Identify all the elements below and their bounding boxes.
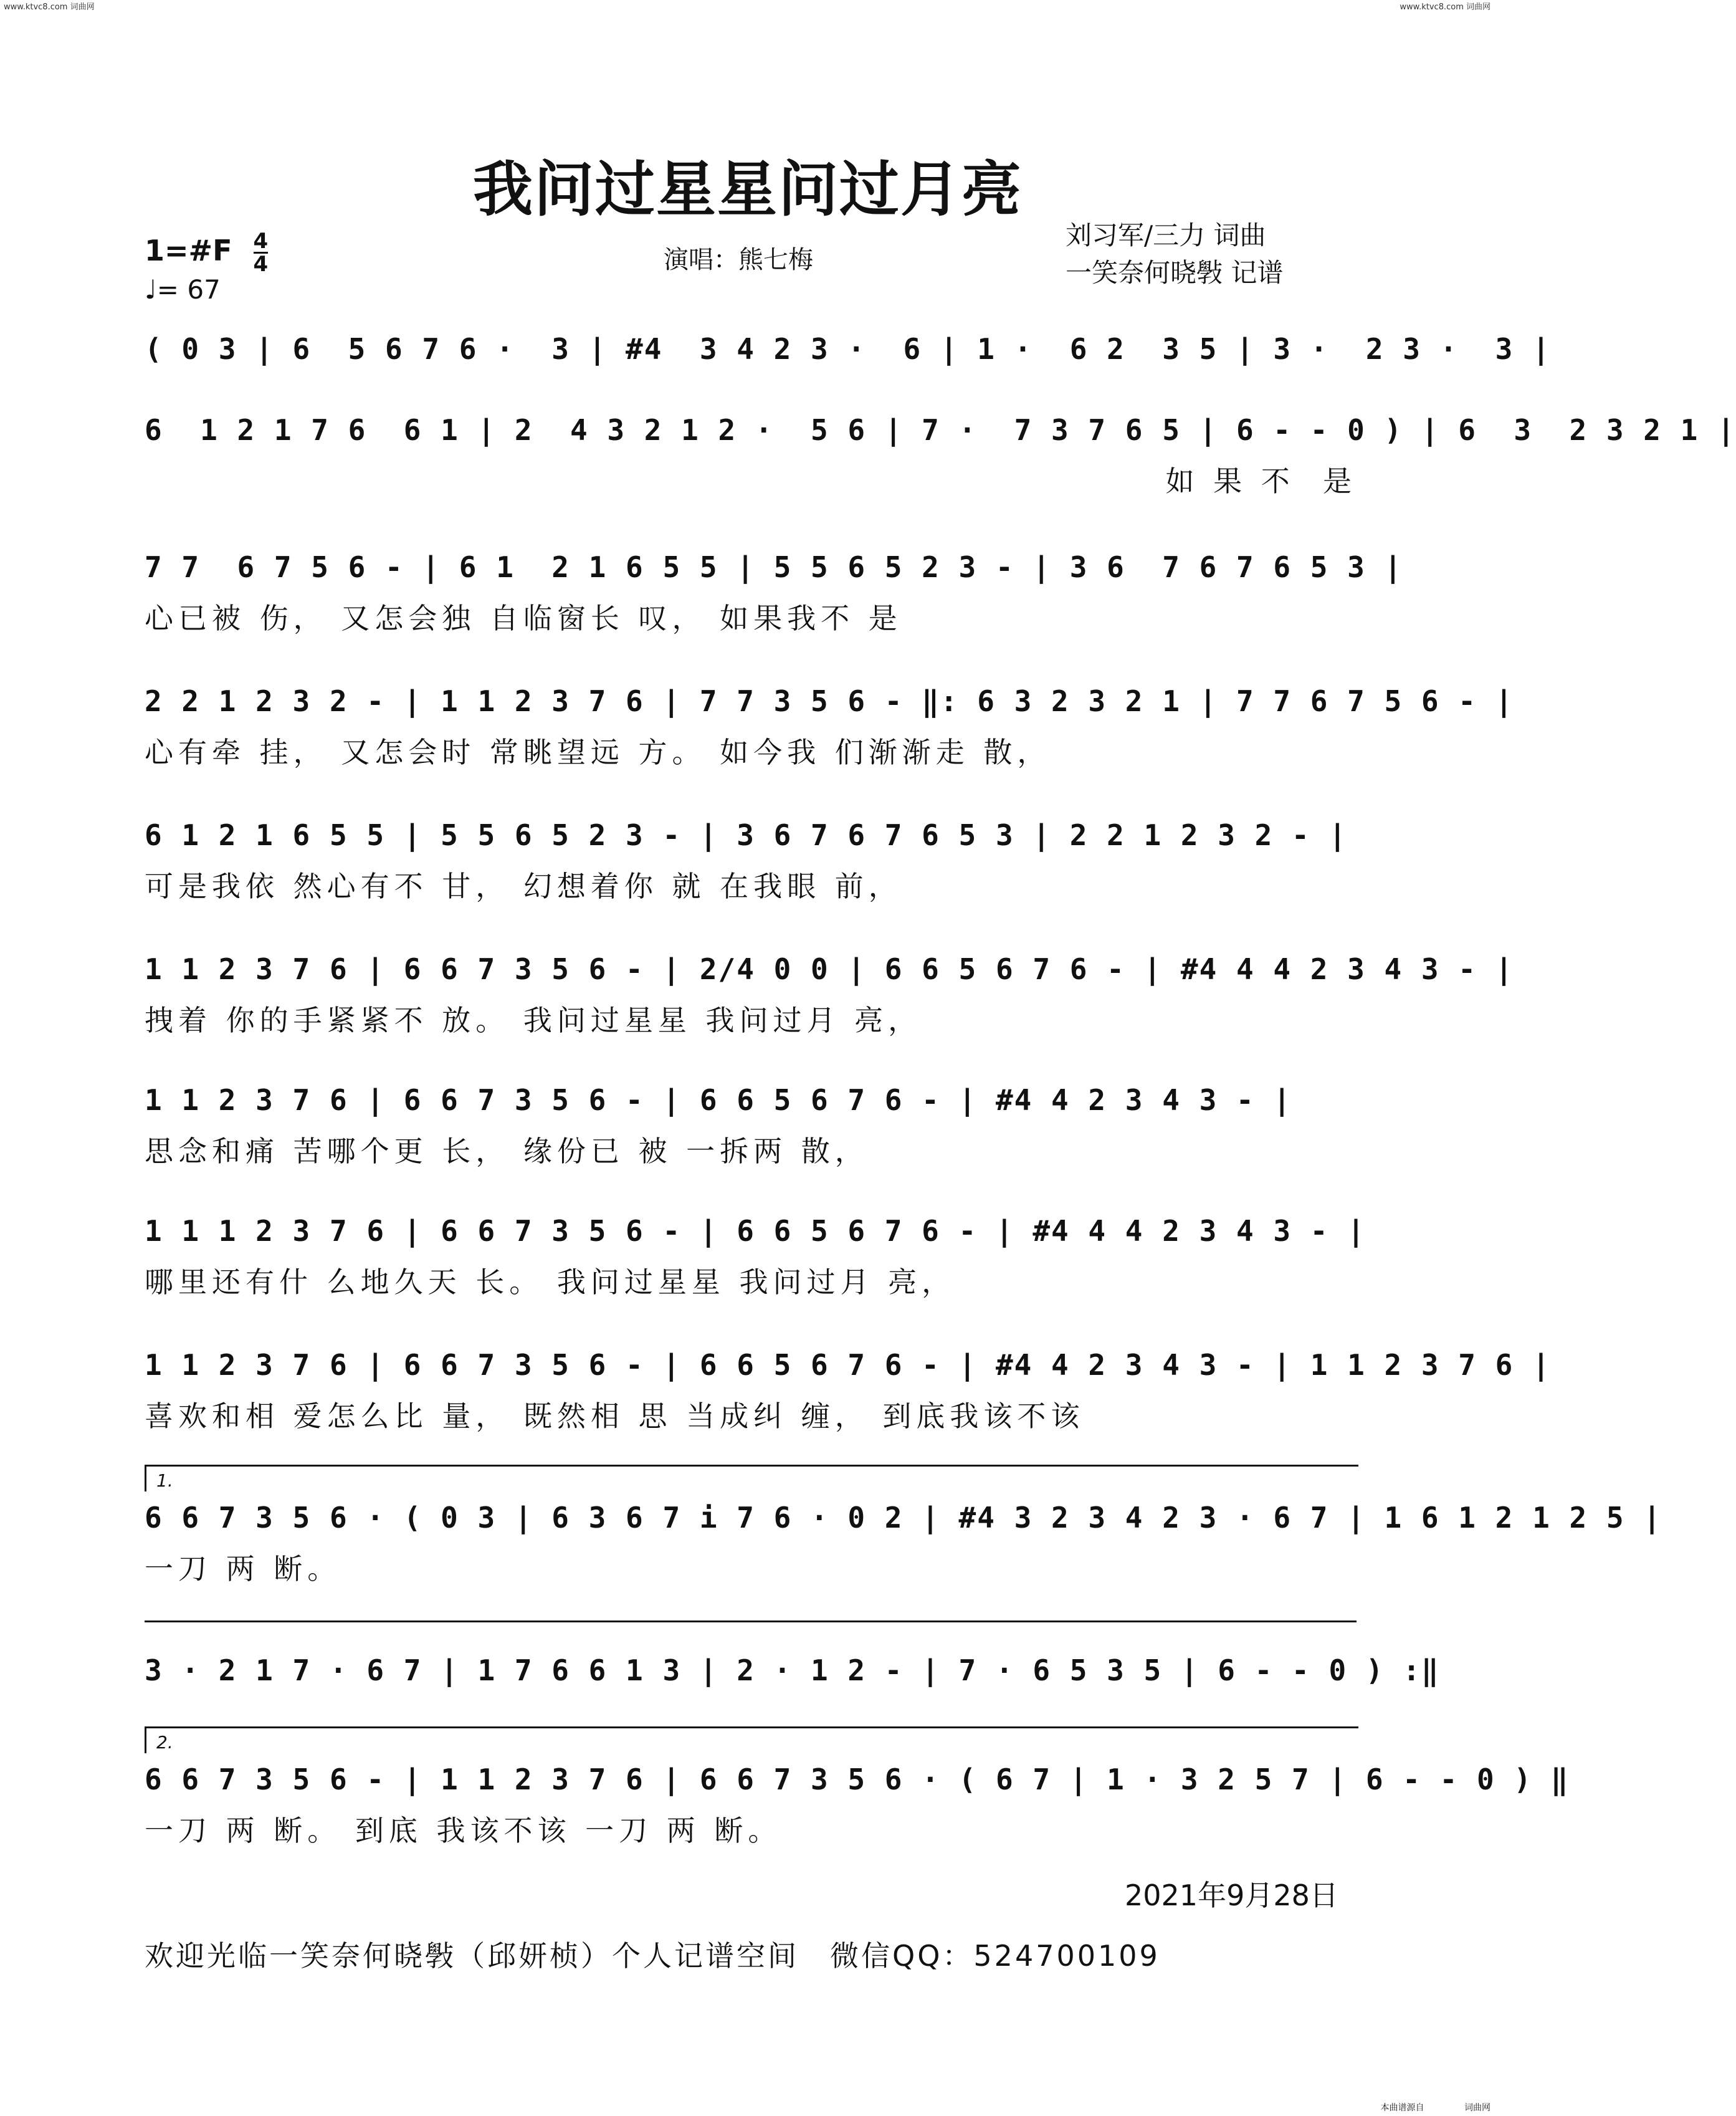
footer-welcome: 欢迎光临一笑奈何晓斅（邱妍桢）个人记谱空间 xyxy=(145,1939,799,1973)
notation-line: 6 6 7 3 5 6 - | 1 1 2 3 7 6 | 6 6 7 3 5 6 · ( 6 7 | 1 · 3 2 5 7 | 6 - - 0 ) ‖ xyxy=(145,1763,1570,1796)
footer xyxy=(145,1933,1160,1975)
footer-contact: 微信QQ：524700109 xyxy=(830,1939,1160,1973)
bottom-bar xyxy=(1343,2101,1490,2114)
lyric-line: 一刀 两 断。 xyxy=(145,1552,341,1586)
notation-line: 3 · 2 1 7 · 6 7 | 1 7 6 6 1 3 | 2 · 1 2 - | 7 · 6 5 3 5 | 6 - - 0 ) :‖ xyxy=(145,1654,1440,1687)
score-line xyxy=(145,816,1357,905)
score-line xyxy=(145,1652,1440,1689)
lyric-line: 喜欢和相 爱怎么比 量， 既然相 思 当成纠 缠， 到底我该不该 xyxy=(145,1399,1085,1433)
first-ending-label: 1. xyxy=(156,1470,173,1491)
transcriber-credit: 一笑奈何晓斅 记谱 xyxy=(1066,257,1284,288)
notation-line: ( 0 3 | 6 5 6 7 6 · 3 | #4 3 4 2 3 · 6 | 1 · 6 2 3 5 | 3 · 2 3 · 3 | xyxy=(145,332,1551,366)
time-signature-bottom: 4 xyxy=(253,252,269,277)
notation-line: 1 1 1 2 3 7 6 | 6 6 7 3 5 6 - | 6 6 5 6 7 6 - | #4 4 4 2 3 4 3 - | xyxy=(145,1214,1366,1248)
lyrics-music-credit: 刘习军/三力 词曲 xyxy=(1066,220,1266,251)
source-site-link[interactable]: 词曲网 xyxy=(1464,2103,1490,2113)
notation-line: 7 7 6 7 5 6 - | 6 1 2 1 6 5 5 | 5 5 6 5 2 3 - | 3 6 7 6 7 6 5 3 | xyxy=(145,550,1403,584)
lyric-line: 一刀 两 断。 到底 我该不该 一刀 两 断。 xyxy=(145,1814,782,1847)
score-line xyxy=(145,950,1514,1039)
score-line xyxy=(145,1346,1551,1435)
credits xyxy=(1066,217,1283,292)
second-ending-bracket xyxy=(145,1726,1358,1753)
lyric-line: 心有牵 挂， 又怎会时 常眺望远 方。 如今我 们渐渐走 散， xyxy=(145,735,1051,769)
time-signature xyxy=(254,231,269,275)
ending-divider xyxy=(145,1621,1357,1622)
key-signature xyxy=(145,231,268,275)
score-line xyxy=(145,330,1551,368)
notation-line: 6 6 7 3 5 6 · ( 0 3 | 6 3 6 7 i 7 6 · 0 2 | #4 3 2 3 4 2 3 · 6 7 | 1 6 1 2 1 2 5 | xyxy=(145,1501,1662,1534)
time-signature-top: 4 xyxy=(253,229,269,254)
lyric-line: 思念和痛 苦哪个更 长， 缘份已 被 一拆两 散， xyxy=(145,1134,869,1168)
notation-line: 1 1 2 3 7 6 | 6 6 7 3 5 6 - | 6 6 5 6 7 6 - | #4 4 2 3 4 3 - | xyxy=(145,1083,1292,1117)
transcription-date: 2021年9月28日 xyxy=(1125,1879,1338,1912)
score-line xyxy=(145,1081,1357,1170)
tempo-marking: ♩= 67 xyxy=(145,274,221,305)
top-bar xyxy=(0,0,1495,11)
source-label: 本曲谱源自 xyxy=(1380,2103,1424,2113)
notation-line: 1 1 2 3 7 6 | 6 6 7 3 5 6 - | 6 6 5 6 7 6 - | #4 4 2 3 4 3 - | 1 1 2 3 7 6 | xyxy=(145,1348,1551,1382)
lyric-line: 可是我依 然心有不 甘， 幻想着你 就 在我眼 前， xyxy=(145,869,902,903)
score-line xyxy=(145,1761,1570,1849)
song-title: 我问过星星问过月亮 xyxy=(473,154,1023,224)
score-line xyxy=(145,548,1403,637)
lyric-line: 心已被 伤， 又怎会独 自临窗长 叹， 如果我不 是 xyxy=(145,601,902,635)
lyric-line: 如 果 不 是 xyxy=(1165,464,1357,498)
key-label: 1=#F xyxy=(145,234,232,267)
score-line xyxy=(145,1499,1662,1587)
lyric-line: 拽着 你的手紧紧不 放。 我问过星星 我问过月 亮， xyxy=(145,1003,922,1037)
singer-credit: 演唱：熊七梅 xyxy=(664,246,813,274)
notation-line: 2 2 1 2 3 2 - | 1 1 2 3 7 6 | 7 7 3 5 6 - ‖: 6 3 2 3 2 1 | 7 7 6 7 5 6 - | xyxy=(145,684,1514,718)
site-watermark-left[interactable]: www.ktvc8.com 词曲网 xyxy=(4,2,95,12)
score-line xyxy=(145,682,1514,771)
lyric-line: 哪里还有什 么地久天 长。 我问过星星 我问过月 亮， xyxy=(145,1265,956,1299)
notation-line: 1 1 2 3 7 6 | 6 6 7 3 5 6 - | 2/4 0 0 | 6 6 5 6 7 6 - | #4 4 4 2 3 4 3 - | xyxy=(145,952,1514,986)
site-watermark-right[interactable]: www.ktvc8.com 词曲网 xyxy=(1400,2,1490,12)
score-line xyxy=(145,411,1736,500)
second-ending-label: 2. xyxy=(156,1732,173,1753)
score-line xyxy=(145,1212,1366,1301)
first-ending-bracket xyxy=(145,1465,1358,1491)
notation-line: 6 1 2 1 7 6 6 1 | 2 4 3 2 1 2 · 5 6 | 7 · 7 3 7 6 5 | 6 - - 0 ) | 6 3 2 3 2 1 | xyxy=(145,413,1736,447)
notation-line: 6 1 2 1 6 5 5 | 5 5 6 5 2 3 - | 3 6 7 6 7 6 5 3 | 2 2 1 2 3 2 - | xyxy=(145,818,1348,852)
